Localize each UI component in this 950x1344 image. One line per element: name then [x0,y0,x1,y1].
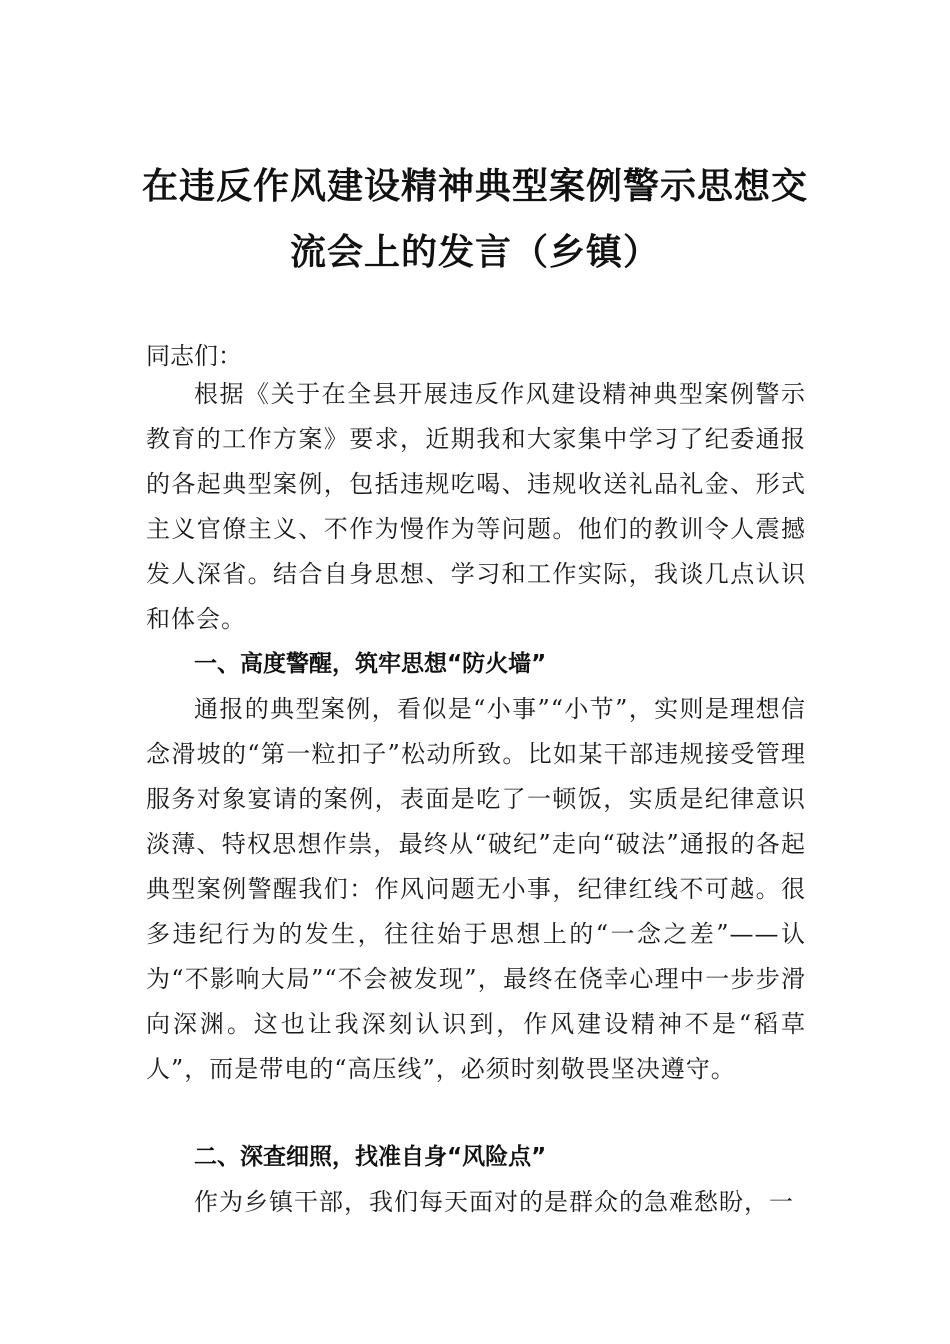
paragraph-section-1: 通报的典型案例，看似是“小事”“小节”，实则是理想信念滑坡的“第一粒扣子”松动所致。比如某干部违规接受管理服务对象宴请的案例，表面是吃了一顿饭，实质是纪律意识淡薄、特权思想作祟，最终从“破纪”走向“破法”通报的各起典型案例警醒我们：作风问题无小事，纪律红线不可越。很多违纪行为的发生，往往始于思想上的“一念之差”——认为“不影响大局”“不会被发现”，最终在侥幸心理中一步步滑向深渊。这也让我深刻认识到，作风建设精神不是“稻草人”，而是带电的“高压线”，必须时刻敬畏坚决遵守。 [146,695,806,1083]
document-title-line-2: 流会上的发言（乡镇） [289,231,660,273]
paragraph-intro: 根据《关于在全县开展违反作风建设精神典型案例警示教育的工作方案》要求，近期我和大家集中学习了纪委通报的各起典型案例，包括违规吃喝、违规收送礼品礼金、形式主义官僚主义、不作为慢作为等问题。他们的教训令人震撼发人深省。结合自身思想、学习和工作实际，我谈几点认识和体会。 [146,380,806,633]
salutation: 同志们： [146,342,242,370]
document-title-line-1: 在违反作风建设精神典型案例警示思想交 [141,165,808,207]
paragraph-section-2: 作为乡镇干部，我们每天面对的是群众的急难愁盼，一 [194,1188,794,1216]
section-heading-1: 一、高度警醒，筑牢思想“防火墙” [194,651,547,677]
section-heading-2: 二、深查细照，找准自身“风险点” [194,1144,547,1170]
